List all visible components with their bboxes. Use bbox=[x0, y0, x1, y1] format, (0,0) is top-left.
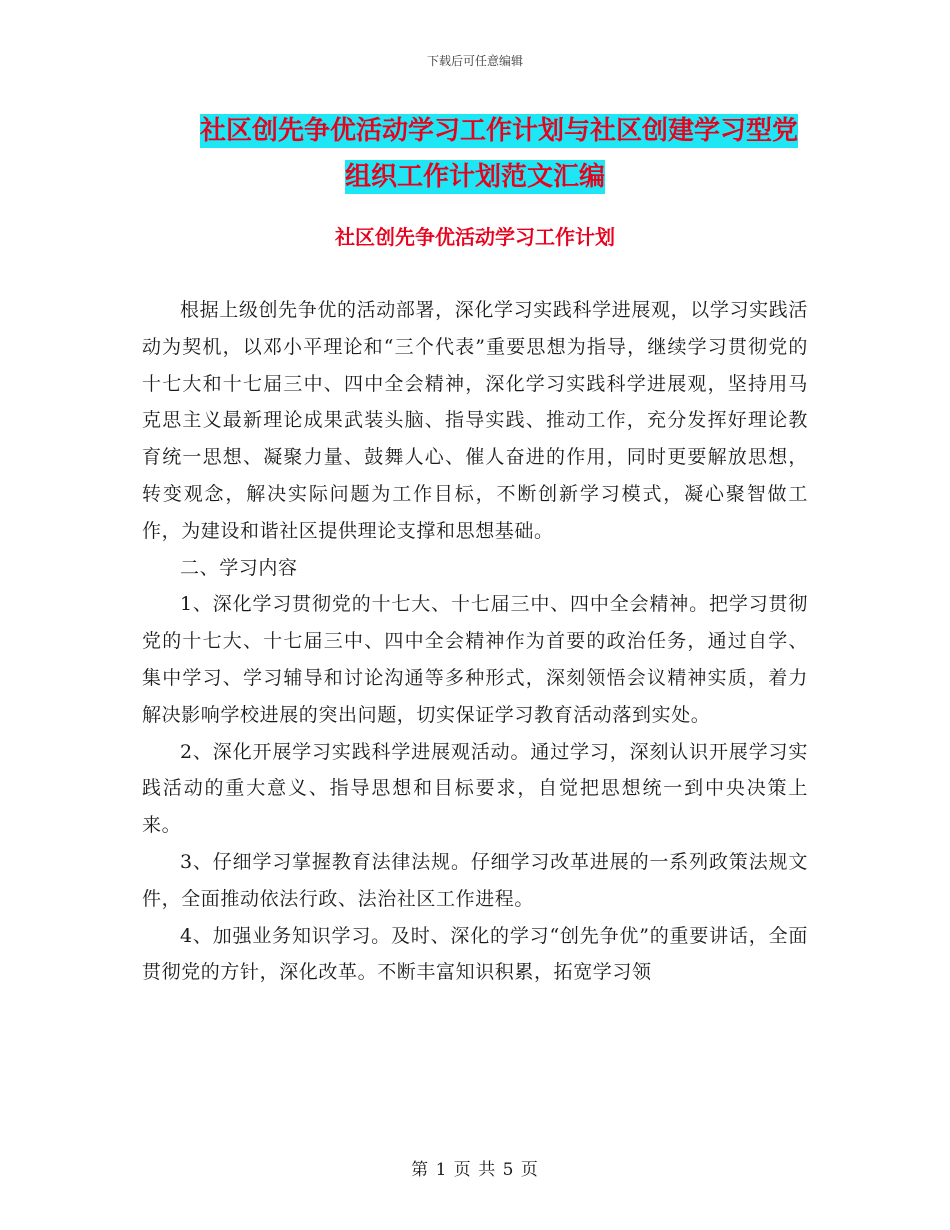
title-line-1-text: 社区创先争优活动学习工作计划与社区创建学习型党 bbox=[199, 116, 798, 146]
paragraph-item-2: 2、深化开展学习实践科学进展观活动。通过学习，深刻认识开展学习实践活动的重大意义、指导思想和目标要求，自觉把思想统一到中央决策上来。 bbox=[142, 740, 808, 837]
document-title bbox=[140, 108, 810, 200]
title-line-2-text: 组织工作计划范文汇编 bbox=[344, 162, 605, 192]
paragraph-heading-study-content: 二、学习内容 bbox=[180, 556, 298, 579]
body-text bbox=[142, 292, 808, 991]
title-line-2 bbox=[140, 154, 810, 200]
paragraph-item-3: 3、仔细学习掌握教育法律法规。仔细学习改革进展的一系列政策法规文件，全面推动依法行政、法治社区工作进程。 bbox=[142, 850, 808, 910]
page-footer: 第 1 页 共 5 页 bbox=[411, 1160, 539, 1180]
paragraph-item-1: 1、深化学习贯彻党的十七大、十七届三中、四中全会精神。把学习贯彻党的十七大、十七届三中、四中全会精神作为首要的政治任务，通过自学、集中学习、学习辅导和讨论沟通等多种形式，深刻领悟会议精神实质，着力解决影响学校进展的突出问题，切实保证学习教育活动落到实处。 bbox=[142, 593, 808, 726]
paragraph-item-4: 4、加强业务知识学习。及时、深化的学习“创先争优”的重要讲话，全面贯彻党的方针，深化改革。不断丰富知识积累，拓宽学习领 bbox=[142, 924, 808, 984]
section-title: 社区创先争优活动学习工作计划 bbox=[335, 225, 615, 249]
title-line-1 bbox=[140, 108, 810, 154]
header-note: 下载后可任意编辑 bbox=[426, 54, 523, 68]
paragraph-intro: 根据上级创先争优的活动部署，深化学习实践科学进展观，以学习实践活动为契机，以邓小平理论和“三个代表”重要思想为指导，继续学习贯彻党的十七大和十七届三中、四中全会精神，深化学习实践科学进展观，坚持用马克思主义最新理论成果武装头脑、指导实践、推动工作，充分发挥好理论教育统一思想、凝聚力量、鼓舞人心、催人奋进的作用，同时更要解放思想，转变观念，解决实际问题为工作目标，不断创新学习模式，凝心聚智做工作，为建设和谐社区提供理论支撑和思想基础。 bbox=[142, 299, 808, 542]
